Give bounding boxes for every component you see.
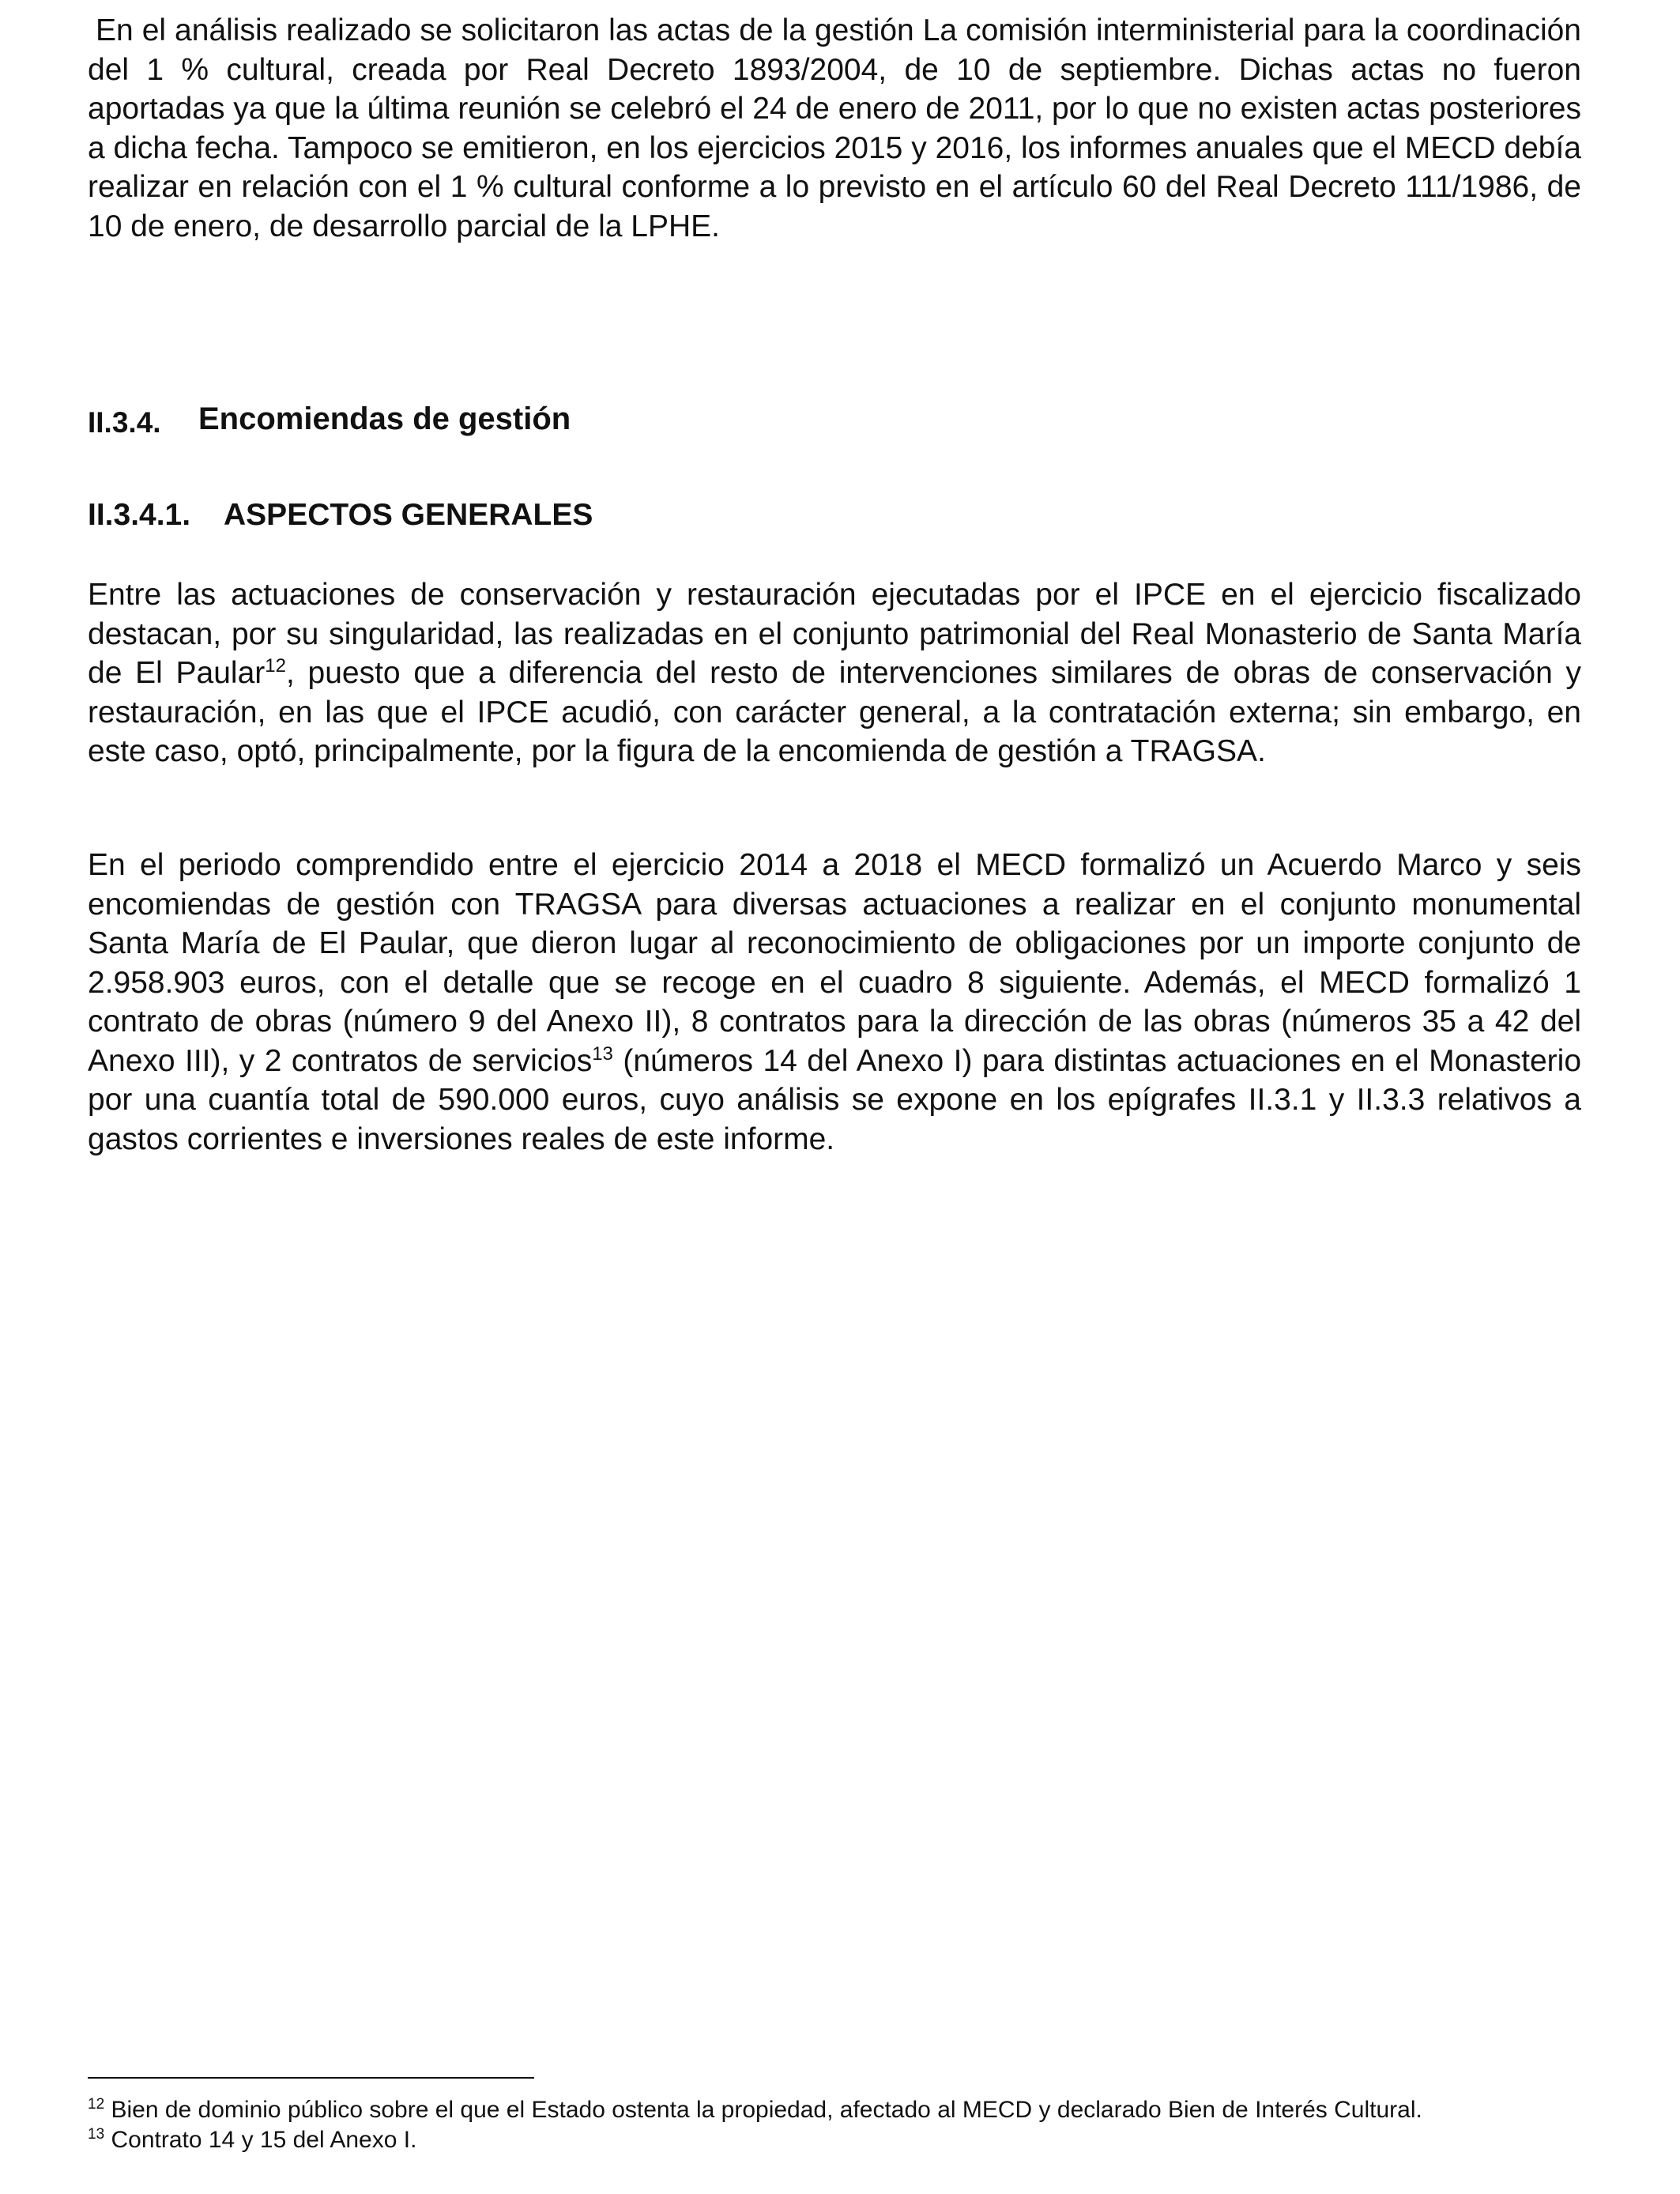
footnote-12-text: Bien de dominio público sobre el que el Estado ostenta la propiedad, afectado al MECD y declarado Bien de Interés Cultural.: [104, 2097, 1422, 2123]
subsection-title: ASPECTOS GENERALES: [224, 498, 593, 532]
footnote-12-number: 12: [88, 2096, 105, 2113]
section-heading: [88, 401, 571, 437]
footnote-13-number: 13: [88, 2126, 105, 2143]
section-number: II.3.4.: [88, 406, 161, 439]
footnote-ref-13[interactable]: 13: [592, 1042, 613, 1065]
footnote-13-text: Contrato 14 y 15 del Anexo I.: [104, 2127, 417, 2153]
footnote-ref-12[interactable]: 12: [265, 655, 286, 677]
paragraph-actas: En el análisis realizado se solicitaron las actas de la gestión La comisión interministerial para la coordinación del 1 % cultural, creada por Real Decreto 1893/2004, de 10 de septiembre. Dichas actas no fueron aportadas ya que la última reunión se celebró el 24 de enero de 2011, por lo que no existen actas posteriores a dicha fecha. Tampoco se emitieron, en los ejercicios 2015 y 2016, los informes anuales que el MECD debía realizar en relación con el 1 % cultural conforme a lo previsto en el artículo 60 del Real Decreto 111/1986, de 10 de enero, de desarrollo parcial de la LPHE.: [88, 13, 1581, 243]
paragraph-periodo-text-b: (números 14 del Anexo I) para distintas actuaciones en el Monasterio por una cuantía total de 590.000 euros, cuyo análisis se expone en los epígrafes II.3.1 y II.3.3 relativos a gastos corrientes e inversiones reales de este informe.: [88, 1043, 1582, 1156]
footnote-12: [88, 2095, 1581, 2125]
paragraph-actuaciones-text-b: , puesto que a diferencia del resto de intervenciones similares de obras de conservación y restauración, en las que el IPCE acudió, con carácter general, a la contratación externa; sin embargo, en este caso, optó, principalmente, por la figura de la encomienda de gestión a TRAGSA.: [88, 656, 1581, 768]
footnote-separator: [88, 2077, 534, 2079]
paragraph-periodo-text-a: En el periodo comprendido entre el ejercicio 2014 a 2018 el MECD formalizó un Acuerdo Marco y seis encomiendas de gestión con TRAGSA para diversas actuaciones a realizar en el conjunto monumental Santa María de El Paular, que dieron lugar al reconocimiento de obligaciones por un importe conjunto de 2.958.903 euros, con el detalle que se recoge en el cuadro 8 siguiente. Además, el MECD formalizó 1 contrato de obras (número 9 del Anexo II), 8 contratos para la dirección de las obras (números 35 a 42 del Anexo III), y 2 contratos de servicios: [88, 848, 1581, 1078]
subsection-number: II.3.4.1.: [88, 498, 191, 532]
page-body: [88, 11, 1581, 246]
section-title: Encomiendas de gestión: [198, 401, 571, 436]
subsection-heading: [88, 498, 593, 533]
footnote-13: [88, 2125, 1581, 2155]
paragraph-actuaciones: [88, 575, 1581, 771]
paragraph-actuaciones-text-a: Entre las actuaciones de conservación y restauración ejecutadas por el IPCE en el ejercicio fiscalizado destacan, por su singularidad, las realizadas en el conjunto patrimonial del Real Monasterio de Santa María de El Paular: [88, 578, 1581, 690]
footnotes: [88, 2095, 1581, 2155]
paragraph-periodo: [88, 846, 1581, 1159]
